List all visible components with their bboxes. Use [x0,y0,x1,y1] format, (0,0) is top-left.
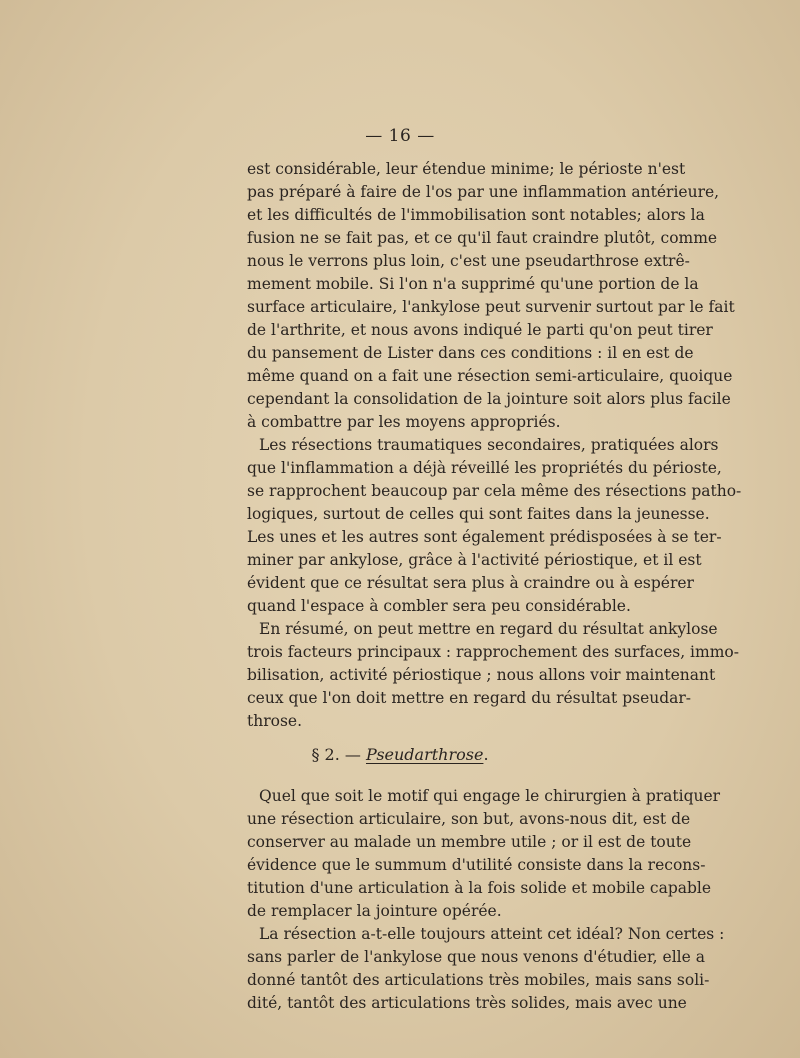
section-end: . [483,745,489,764]
text-line: Les unes et les autres sont également prédisposées à se ter- [247,528,722,546]
text-line: sans parler de l'ankylose que nous venons d'étudier, elle a [247,948,705,966]
text-line: dité, tantôt des articulations très solides, mais avec une [247,994,687,1012]
text-line: La résection a-t-elle toujours atteint cet idéal? Non certes : [259,925,725,943]
text-line: donné tantôt des articulations très mobiles, mais sans soli- [247,971,710,989]
page-number: — 16 — [365,126,435,146]
text-line: une résection articulaire, son but, avons-nous dit, est de [247,810,691,828]
section-label: § 2. — [311,745,361,764]
text-line: évident que ce résultat sera plus à craindre ou à espérer [247,574,694,592]
text-line: même quand on a fait une résection semi-articulaire, quoique [247,367,733,385]
text-line: surface articulaire, l'ankylose peut survenir surtout par le fait [247,298,735,316]
text-line: se rapprochent beaucoup par cela même des résections patho- [247,482,742,500]
text-line: est considérable, leur étendue minime; le périoste n'est [247,160,686,178]
text-line: que l'inflammation a déjà réveillé les propriétés du périoste, [247,459,722,477]
section-title: Pseudarthrose [365,745,484,764]
text-line: pas préparé à faire de l'os par une inflammation antérieure, [247,183,720,201]
text-line: du pansement de Lister dans ces conditions : il en est de [247,344,694,362]
section-heading [0,745,800,764]
text-line: ceux que l'on doit mettre en regard du résultat pseudar- [247,689,692,707]
text-line: Quel que soit le motif qui engage le chirurgien à pratiquer [259,787,721,805]
text-line: quand l'espace à combler sera peu considérable. [247,597,631,615]
text-line: bilisation, activité périostique ; nous allons voir maintenant [247,666,716,684]
text-line: titution d'une articulation à la fois solide et mobile capable [247,879,712,897]
text-line: nous le verrons plus loin, c'est une pseudarthrose extrê- [247,252,690,270]
text-line: et les difficultés de l'immobilisation sont notables; alors la [247,206,705,224]
text-line: mement mobile. Si l'on n'a supprimé qu'une portion de la [247,275,699,293]
text-line: logiques, surtout de celles qui sont faites dans la jeunesse. [247,505,710,523]
text-line: miner par ankylose, grâce à l'activité périostique, et il est [247,551,702,569]
text-line: évidence que le summum d'utilité consiste dans la recons- [247,856,706,874]
text-line: à combattre par les moyens appropriés. [247,413,561,431]
text-line: fusion ne se fait pas, et ce qu'il faut craindre plutôt, comme [247,229,718,247]
text-line: de l'arthrite, et nous avons indiqué le parti qu'on peut tirer [247,321,713,339]
text-line: cependant la consolidation de la jointure soit alors plus facile [247,390,731,408]
text-line: Les résections traumatiques secondaires, pratiquées alors [259,436,719,454]
text-line: de remplacer la jointure opérée. [247,902,502,920]
text-line: trois facteurs principaux : rapprochement des surfaces, immo- [247,643,739,661]
text-line: En résumé, on peut mettre en regard du résultat ankylose [259,620,718,638]
text-line: throse. [247,712,303,730]
text-line: conserver au malade un membre utile ; or il est de toute [247,833,692,851]
